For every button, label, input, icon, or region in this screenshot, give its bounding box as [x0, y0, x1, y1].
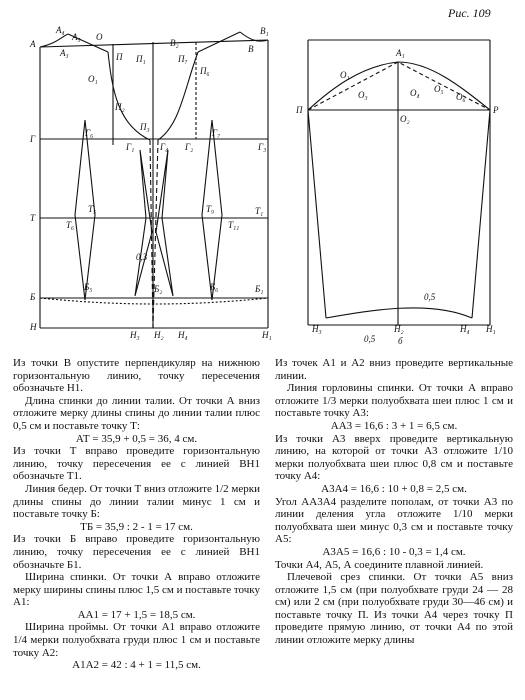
- svg-text:Р: Р: [493, 105, 499, 115]
- svg-text:Т₁: Т₁: [255, 206, 264, 216]
- svg-text:В₁: В₁: [260, 26, 269, 36]
- svg-text:О₁: О₁: [88, 74, 98, 84]
- paragraph: Из точки Т вправо проведите горизонтальную линию, точку пересечения ее с линией ВН1 обозначьте Т1.: [13, 445, 260, 483]
- paragraph: Угол АА3А4 разделите пополам, от точки А3 по линии деления угла отложите 1/10 мерки полуобхвата шеи минус 0,3 см и поставьте точку А5:: [275, 495, 513, 546]
- formula: А3А4 = 16,6 : 10 + 0,8 = 2,5 см.: [321, 482, 467, 495]
- svg-text:Г₆: Г₆: [85, 128, 94, 138]
- paragraph: Из точки А3 вверх проведите вертикальную линию, на которой от точки А3 отложите 1/10 мерки полуобхвата шеи плюс 0,8 см и поставьте точку А4:: [275, 432, 513, 483]
- paragraph: Из точки Б вправо проведите горизонтальную линию, точку пересечения ее с линией ВН1 обозначьте Б1.: [13, 533, 260, 571]
- svg-text:О: О: [96, 32, 103, 42]
- svg-text:Т₉: Т₉: [206, 204, 215, 214]
- left-text-column: [13, 357, 260, 672]
- svg-text:0,5: 0,5: [424, 292, 436, 302]
- svg-text:П₂: П₂: [115, 102, 125, 112]
- formula: ТБ = 35,9 : 2 - 1 = 17 см.: [80, 520, 193, 533]
- svg-text:Б₁: Б₁: [255, 284, 264, 294]
- svg-text:Н₂: Н₂: [394, 324, 404, 334]
- figure-caption: Рис. 109: [448, 6, 491, 20]
- svg-text:П₃: П₃: [140, 122, 150, 132]
- svg-text:Б₂: Б₂: [154, 284, 163, 294]
- svg-text:б: б: [398, 336, 403, 346]
- svg-text:Н₁: Н₁: [486, 324, 496, 334]
- svg-text:Н₃: Н₃: [312, 324, 322, 334]
- svg-text:А₄: А₄: [56, 25, 65, 35]
- sleeve-pattern-drawing: [308, 40, 490, 325]
- svg-text:А₅: А₅: [72, 32, 81, 42]
- paragraph: Ширина проймы. От точки А1 вправо отложите 1/4 мерки полуобхвата груди плюс 1 см и поставьте точку А2:: [13, 621, 260, 659]
- svg-text:0,5: 0,5: [364, 334, 376, 344]
- svg-text:О₃: О₃: [358, 90, 368, 100]
- formula: АТ = 35,9 + 0,5 = 36, 4 см.: [75, 432, 198, 445]
- svg-text:О₅: О₅: [434, 84, 444, 94]
- svg-text:0,3: 0,3: [136, 252, 148, 262]
- svg-text:А: А: [30, 39, 36, 49]
- svg-text:А₁: А₁: [396, 48, 405, 58]
- svg-text:П₇: П₇: [178, 54, 188, 64]
- svg-text:Г₂: Г₂: [185, 142, 194, 152]
- svg-text:П₆: П₆: [200, 66, 210, 76]
- svg-text:Т₁₁: Т₁₁: [228, 220, 240, 230]
- svg-text:Т: Т: [30, 213, 36, 223]
- svg-text:Г₃: Г₃: [258, 142, 267, 152]
- svg-text:Б₆: Б₆: [210, 282, 219, 292]
- paragraph: Длина спинки до линии талии. От точки А вниз отложите мерку длины спины до линии талии плюс 0,5 см и поставьте точку Т:: [13, 394, 260, 432]
- paragraph: Плечевой срез спинки. От точки А5 вниз отложите 1,5 см (при полуобхвате груди 24 — 28 см) или 2 см (при полуобхвате груди 30—46 см) и поставьте точку П. Из точки А4 через точку П проведите прямую линию, от точки А4 по этой линии отложите мерку длины: [275, 571, 513, 647]
- svg-text:О₄: О₄: [410, 88, 420, 98]
- svg-text:Г₁: Г₁: [126, 142, 135, 152]
- formula: А3А5 = 16,6 : 10 - 0,3 = 1,4 см.: [322, 545, 466, 558]
- svg-text:А₃: А₃: [60, 48, 69, 58]
- svg-text:Б: Б: [30, 292, 36, 302]
- paragraph: Из точки В опустите перпендикуляр на нижнюю горизонтальную линию, точку пересечения обозначьте Н1.: [13, 357, 260, 395]
- paragraph: Точки А4, А5, А соедините плавной линией.: [275, 558, 484, 571]
- svg-text:О₆: О₆: [456, 92, 466, 102]
- svg-text:Н₄: Н₄: [178, 330, 188, 340]
- svg-text:Г₇: Г₇: [212, 128, 221, 138]
- svg-text:Н₄: Н₄: [460, 324, 470, 334]
- svg-text:П₁: П₁: [136, 54, 146, 64]
- svg-text:Н₃: Н₃: [130, 330, 140, 340]
- svg-text:Н: Н: [30, 322, 37, 332]
- svg-text:П: П: [116, 52, 123, 62]
- svg-text:Т₆: Т₆: [66, 220, 75, 230]
- svg-text:П: П: [296, 105, 303, 115]
- svg-text:Б₅: Б₅: [84, 282, 93, 292]
- paragraph: Линия бедер. От точки Т вниз отложите 1/2 мерки длины спины до линии талии минус 1 см и поставьте точку Б:: [13, 482, 260, 521]
- svg-text:Г₄: Г₄: [160, 142, 169, 152]
- svg-text:Н₂: Н₂: [154, 330, 164, 340]
- right-text-column: [275, 357, 513, 647]
- svg-text:В: В: [248, 44, 254, 54]
- paragraph: Линия горловины спинки. От точки А вправо отложите 1/3 мерки полуобхвата шеи плюс 1 см и поставьте точку А3:: [275, 382, 513, 420]
- paragraph: Ширина спинки. От точки А вправо отложите мерку ширины спины плюс 1,5 см и поставьте точку А1:: [13, 571, 260, 609]
- svg-text:Г: Г: [30, 134, 36, 144]
- svg-text:О₁: О₁: [340, 70, 350, 80]
- svg-text:О₂: О₂: [400, 114, 410, 124]
- formula: А1А2 = 42 : 4 + 1 = 11,5 см.: [72, 659, 201, 672]
- paragraph: Из точек А1 и А2 вниз проведите вертикальные линии.: [275, 357, 513, 382]
- svg-text:В₂: В₂: [170, 38, 179, 48]
- formula: АА3 = 16,6 : 3 + 1 = 6,5 см.: [330, 419, 458, 432]
- formula: АА1 = 17 + 1,5 = 18,5 см.: [77, 608, 196, 621]
- svg-text:Н₁: Н₁: [262, 330, 272, 340]
- svg-text:Т₅: Т₅: [88, 204, 97, 214]
